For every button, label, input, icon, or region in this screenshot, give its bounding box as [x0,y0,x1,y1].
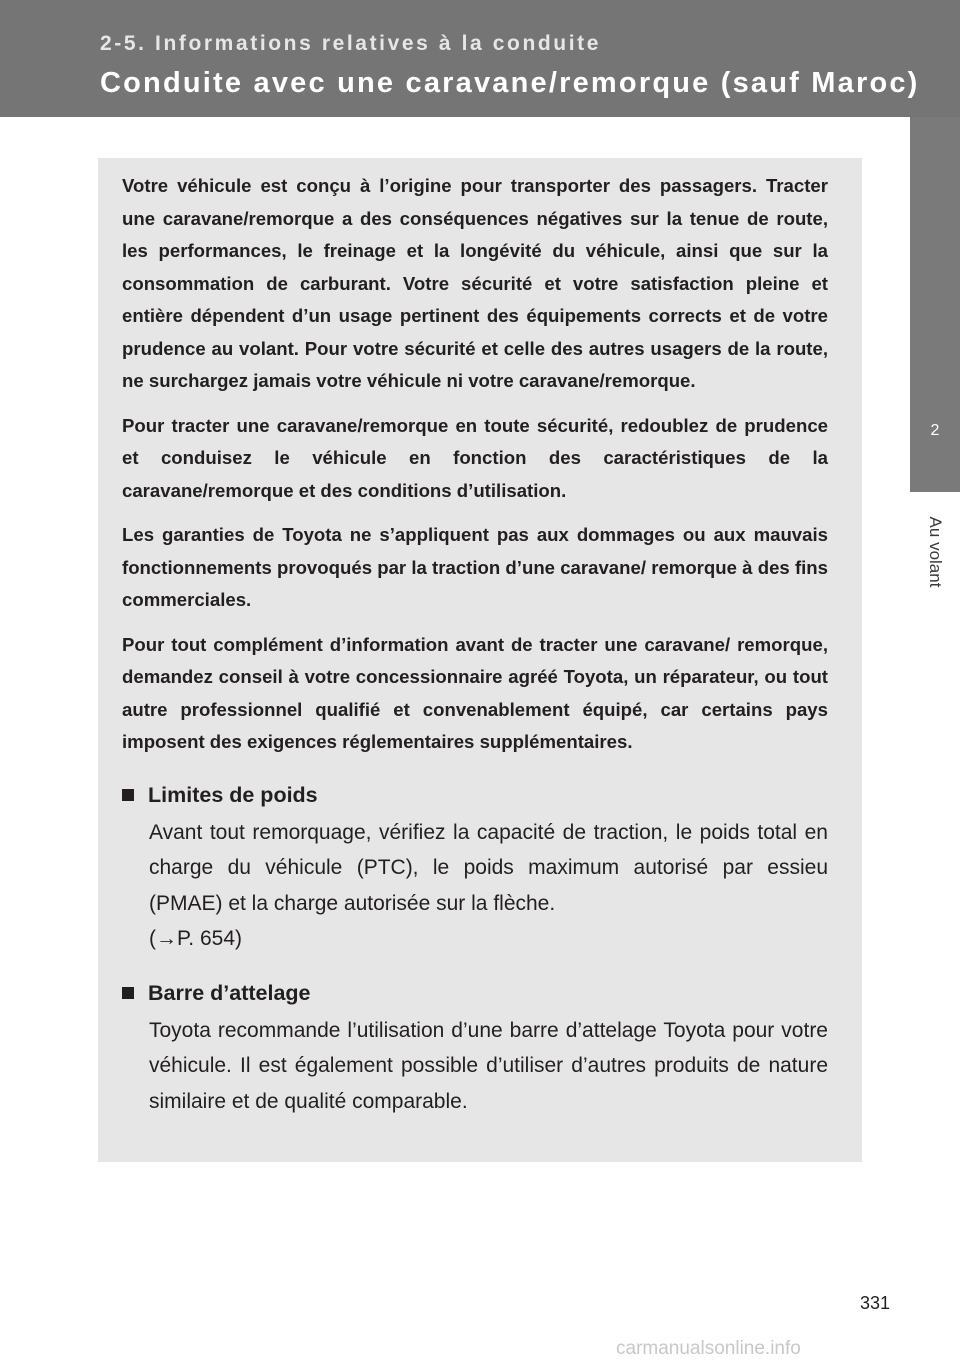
square-bullet-icon [122,987,134,999]
section-heading-tow-bar [122,977,828,1009]
chapter-number: 2 [930,422,940,439]
page-number: 331 [860,1293,891,1313]
section-heading-weight-limits [122,779,828,811]
section-text [122,815,828,957]
intro-paragraph: Les garanties de Toyota ne s’appliquent pas aux dommages ou aux mauvais fonctionnements provoqués par la traction d’une caravane/ remorque à des fins commerciales. [122,524,828,610]
chapter-label: Au volant [926,516,945,588]
section-text-content: Toyota recommande l’utilisation d’une barre d’attelage Toyota pour votre véhicule. Il est également possible d’utiliser d’autres produits de nature similaire et de qualité comparable. [149,1018,828,1113]
section-heading-text: Barre d’attelage [148,980,311,1005]
page-title: Conduite avec une caravane/remorque (sauf Maroc) [100,67,920,99]
content-panel [98,158,862,1162]
section-text-content: Avant tout remorquage, vérifiez la capacité de traction, le poids total en charge du véhicule (PTC), le poids maximum autorisé par essieu (PMAE) et la charge autorisée sur la flèche. [149,820,828,915]
page-reference: (→P. 654) [149,927,242,950]
section-heading-text: Limites de poids [148,782,318,807]
intro-paragraph: Votre véhicule est conçu à l’origine pour transporter des passagers. Tracter une caravane/remorque a des conséquences négatives sur la tenue de route, les performances, le freinage et la longévité du véhicule, ainsi que sur la consommation de carburant. Votre sécurité et votre satisfaction pleine et entière dépendent d’un usage pertinent des équipements corrects et de votre prudence au volant. Pour votre sécurité et celle des autres usagers de la route, ne surchargez jamais votre véhicule ni votre caravane/remorque. [122,175,828,391]
intro-paragraph: Pour tout complément d’information avant de tracter une caravane/ remorque, demandez conseil à votre concessionnaire agréé Toyota, un réparateur, ou tout autre professionnel qualifié et convenablement équipé, car certains pays imposent des exigences réglementaires supplémentaires. [122,633,828,752]
intro-paragraph: Pour tracter une caravane/remorque en toute sécurité, redoublez de prudence et conduisez le véhicule en fonction des caractéristiques de la caravane/remorque et des conditions d’utilisation. [122,414,828,501]
content-body [122,170,828,1119]
section-label: 2-5. Informations relatives à la conduite [100,32,602,55]
section-text [122,1013,828,1120]
square-bullet-icon [122,789,134,801]
page-header [0,0,960,117]
watermark: carmanualsonline.info [616,1338,801,1359]
